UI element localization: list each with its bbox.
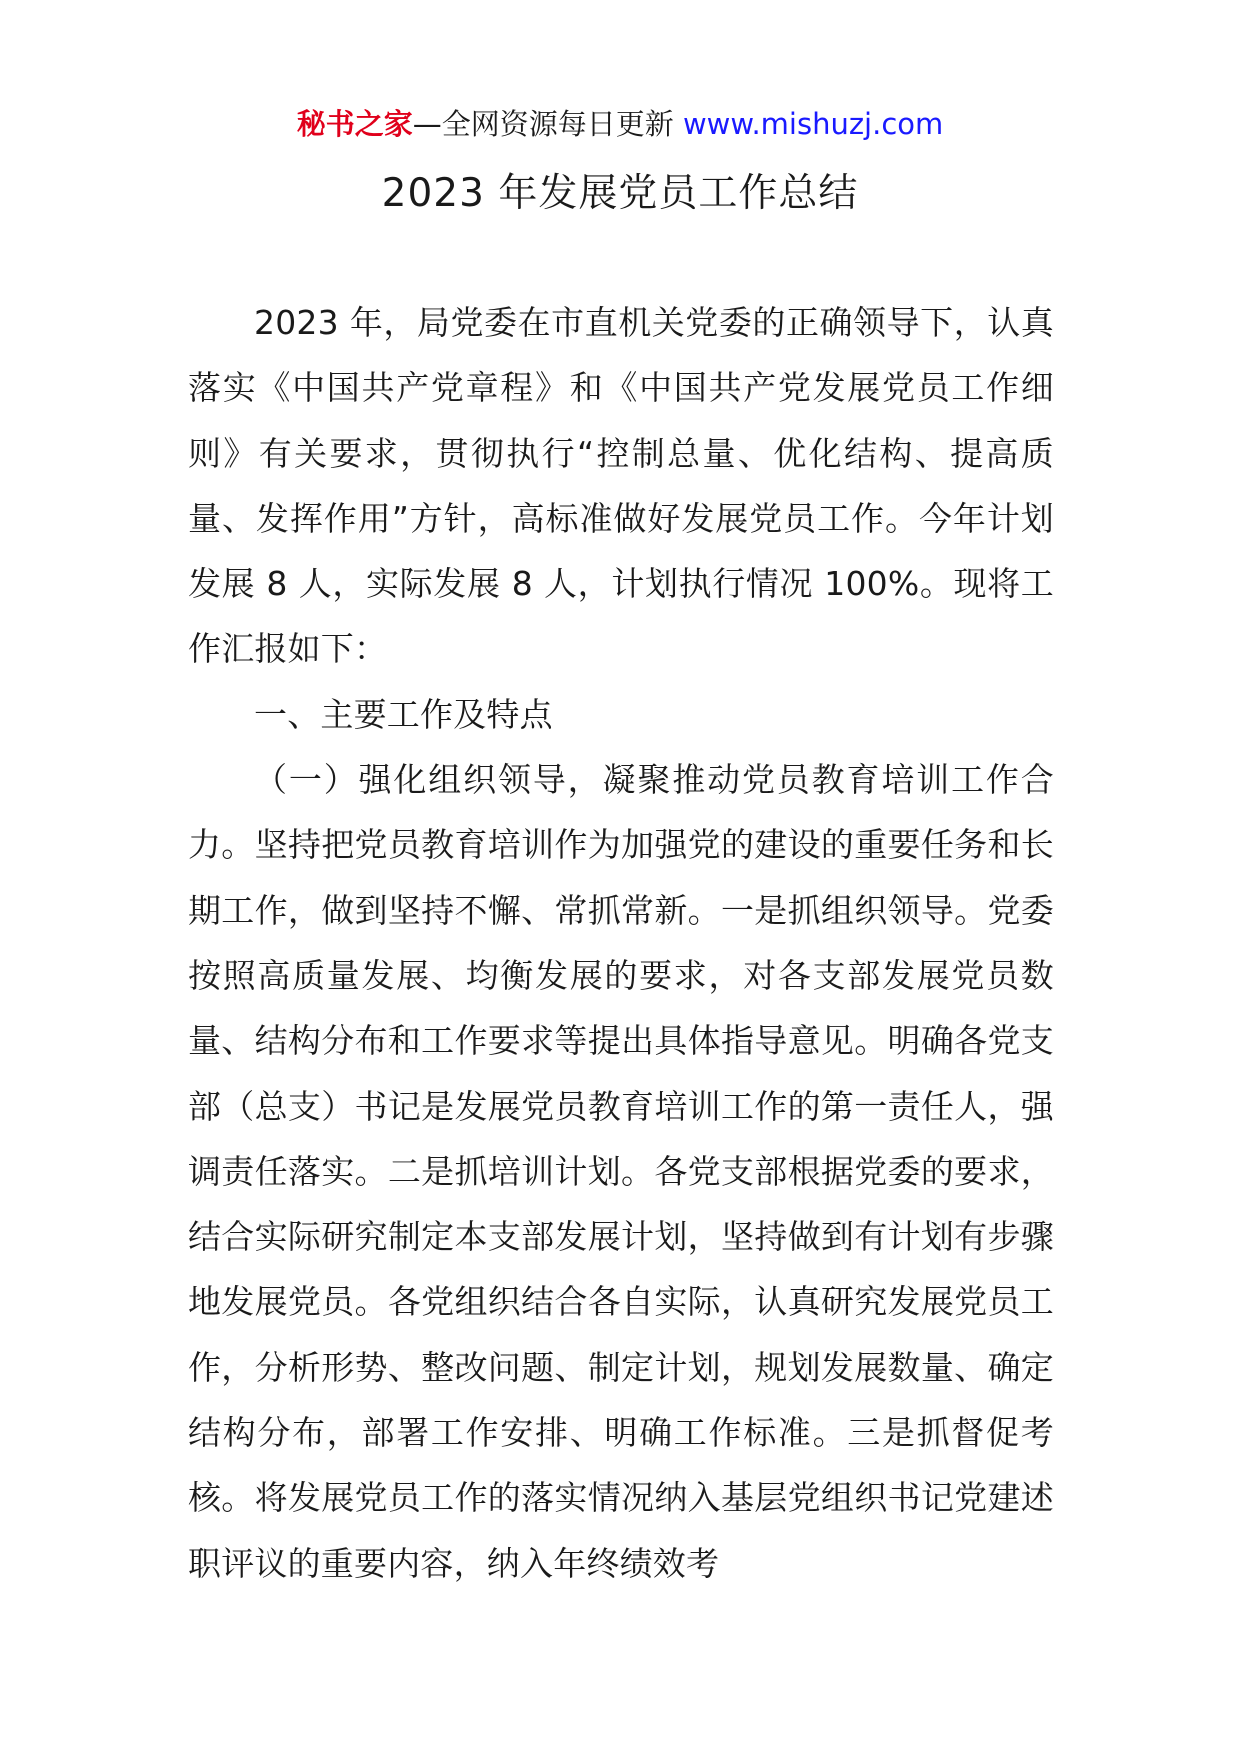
section-heading: 一、主要工作及特点 — [254, 694, 553, 734]
body-paragraph: （一）强化组织领导，凝聚推动党员教育培训工作合力。坚持把党员教育培训作为加强党的建设的重要任务和长期工作，做到坚持不懈、常抓常新。一是抓组织领导。党委按照高质量发展、均衡发展的要求，对各支部发展党员数量、结构分布和工作要求等提出具体指导意见。明确各党支部（总支）书记是发展党员教育培训工作的第一责任人，强调责任落实。二是抓培训计划。各党支部根据党委的要求，结合实际研究制定本支部发展计划，坚持做到有计划有步骤地发展党员。各党组织结合各自实际，认真研究发展党员工作，分析形势、整改问题、制定计划，规划发展数量、确定结构分布，部署工作安排、明确工作标准。三是抓督促考核。将发展党员工作的落实情况纳入基层党组织书记党建述职评议的重要内容，纳入年终绩效考 — [188, 760, 1054, 1583]
intro-paragraph: 2023 年，局党委在市直机关党委的正确领导下，认真落实《中国共产党章程》和《中国共产党发展党员工作细则》有关要求，贯彻执行“控制总量、优化结构、提高质量、发挥作用”方针，高标准做好发展党员工作。今年计划发展 8 人，实际发展 8 人，计划执行情况 100%。现将工作汇报如下： — [188, 303, 1054, 669]
document-title: 2023 年发展党员工作总结 — [381, 171, 859, 216]
header-tagline: —全网资源每日更新 — [412, 107, 674, 141]
site-header — [0, 102, 1240, 146]
brand-name: 秘书之家 — [296, 107, 413, 141]
document-body — [188, 290, 1054, 1596]
site-url-link[interactable]: www.mishuzj.com — [682, 107, 944, 141]
